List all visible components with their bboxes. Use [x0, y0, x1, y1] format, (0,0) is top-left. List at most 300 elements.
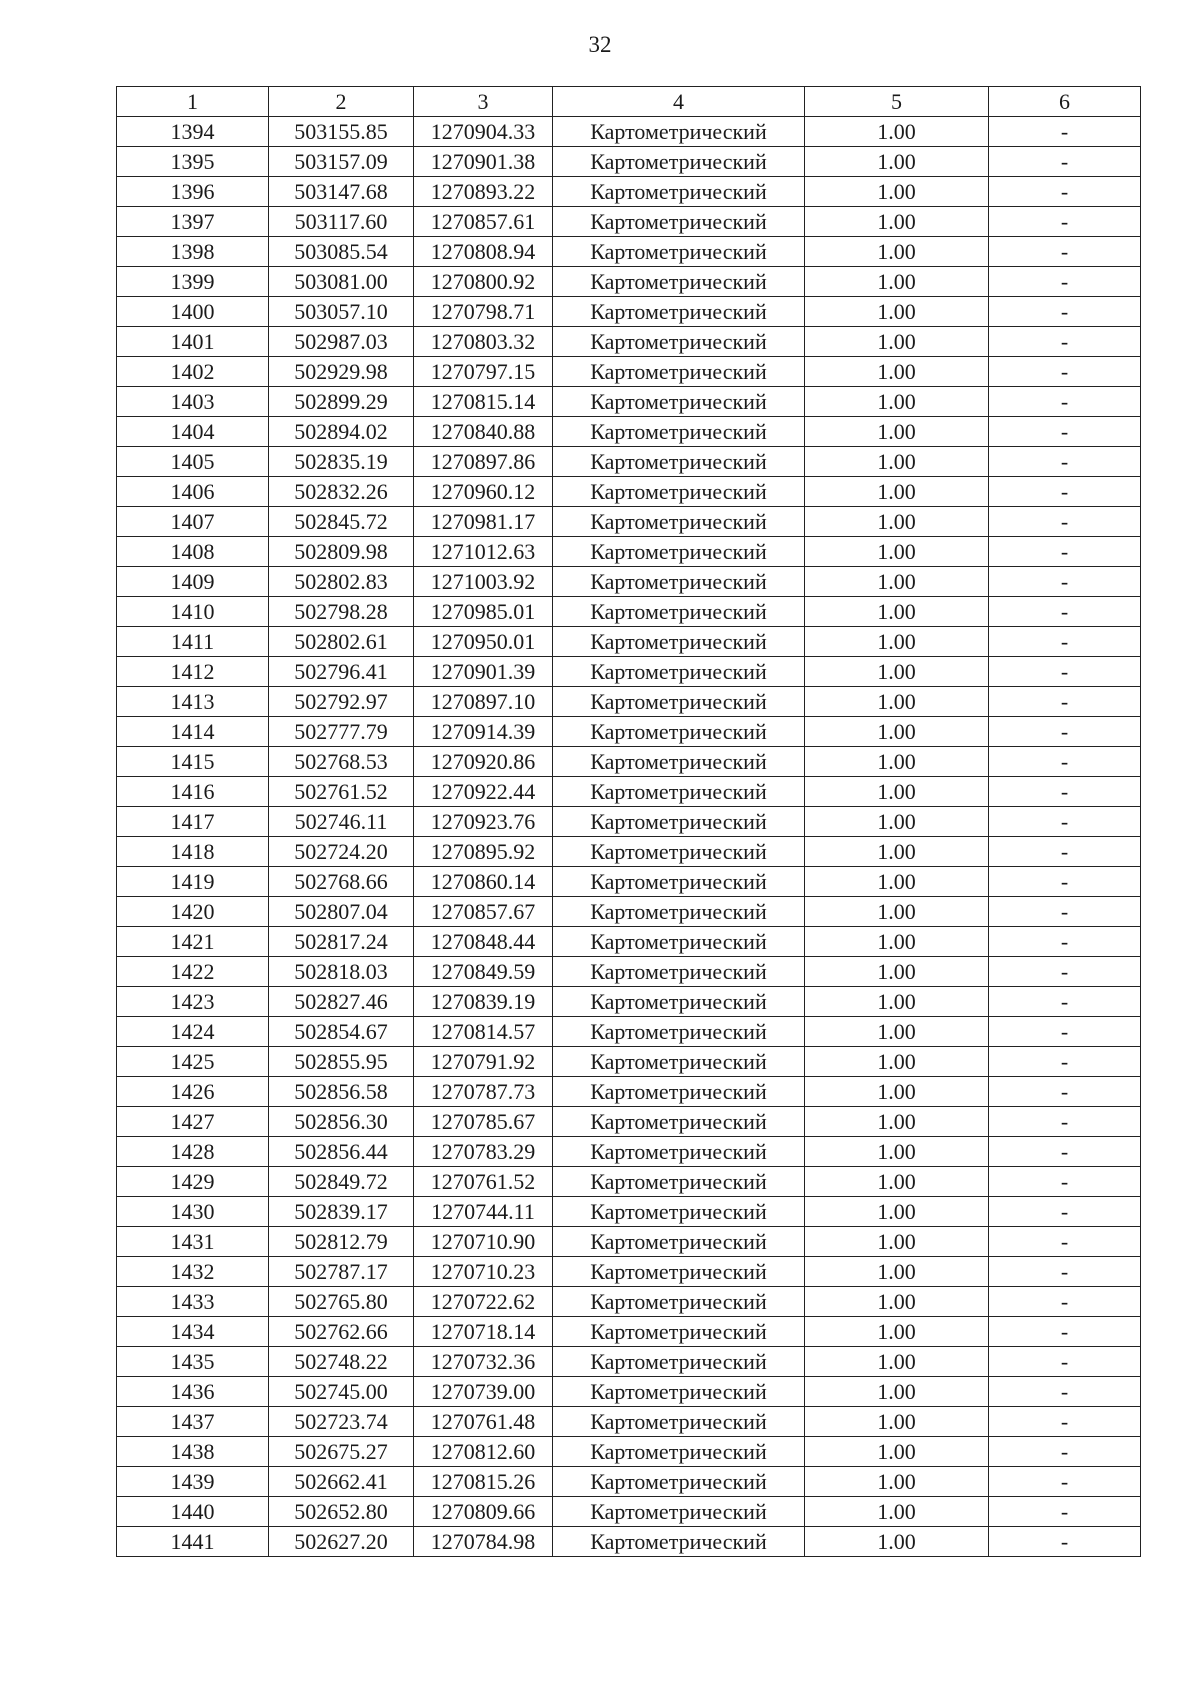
cell-method: Картометрический [553, 1167, 805, 1197]
cell-point-number: 1425 [117, 1047, 269, 1077]
cell-coord-x: 502929.98 [269, 357, 414, 387]
cell-accuracy: 1.00 [805, 597, 989, 627]
cell-point-number: 1433 [117, 1287, 269, 1317]
cell-point-number: 1438 [117, 1437, 269, 1467]
cell-point-number: 1408 [117, 537, 269, 567]
cell-coord-x: 502818.03 [269, 957, 414, 987]
cell-coord-y: 1270803.32 [414, 327, 553, 357]
cell-coord-y: 1270985.01 [414, 597, 553, 627]
table-body [117, 117, 1141, 1557]
cell-method: Картометрический [553, 1347, 805, 1377]
cell-coord-x: 502802.83 [269, 567, 414, 597]
cell-point-number: 1428 [117, 1137, 269, 1167]
cell-accuracy: 1.00 [805, 297, 989, 327]
cell-coord-y: 1270798.71 [414, 297, 553, 327]
header-cell-4: 4 [553, 87, 805, 117]
header-row [117, 87, 1141, 117]
cell-accuracy: 1.00 [805, 627, 989, 657]
cell-note: - [989, 1527, 1141, 1557]
cell-note: - [989, 1047, 1141, 1077]
cell-coord-x: 503057.10 [269, 297, 414, 327]
table-row [117, 447, 1141, 477]
cell-point-number: 1404 [117, 417, 269, 447]
cell-coord-x: 502768.66 [269, 867, 414, 897]
cell-coord-y: 1270718.14 [414, 1317, 553, 1347]
cell-coord-y: 1270808.94 [414, 237, 553, 267]
table-row [117, 1317, 1141, 1347]
cell-method: Картометрический [553, 777, 805, 807]
cell-method: Картометрический [553, 297, 805, 327]
cell-accuracy: 1.00 [805, 1107, 989, 1137]
cell-point-number: 1402 [117, 357, 269, 387]
cell-coord-y: 1270812.60 [414, 1437, 553, 1467]
cell-accuracy: 1.00 [805, 417, 989, 447]
cell-accuracy: 1.00 [805, 867, 989, 897]
table-row [117, 867, 1141, 897]
cell-coord-x: 502802.61 [269, 627, 414, 657]
cell-method: Картометрический [553, 477, 805, 507]
table-row [117, 567, 1141, 597]
cell-coord-y: 1270710.90 [414, 1227, 553, 1257]
cell-coord-y: 1270784.98 [414, 1527, 553, 1557]
cell-accuracy: 1.00 [805, 1437, 989, 1467]
cell-method: Картометрический [553, 747, 805, 777]
cell-method: Картометрический [553, 717, 805, 747]
cell-coord-y: 1270797.15 [414, 357, 553, 387]
table-row [117, 1527, 1141, 1557]
cell-note: - [989, 507, 1141, 537]
cell-point-number: 1421 [117, 927, 269, 957]
cell-note: - [989, 567, 1141, 597]
cell-note: - [989, 357, 1141, 387]
cell-coord-x: 502854.67 [269, 1017, 414, 1047]
cell-accuracy: 1.00 [805, 207, 989, 237]
cell-note: - [989, 1317, 1141, 1347]
table-row [117, 597, 1141, 627]
cell-coord-x: 502723.74 [269, 1407, 414, 1437]
cell-coord-x: 502792.97 [269, 687, 414, 717]
cell-note: - [989, 837, 1141, 867]
cell-note: - [989, 327, 1141, 357]
cell-method: Картометрический [553, 1197, 805, 1227]
cell-accuracy: 1.00 [805, 807, 989, 837]
cell-accuracy: 1.00 [805, 1017, 989, 1047]
cell-coord-x: 502627.20 [269, 1527, 414, 1557]
cell-point-number: 1437 [117, 1407, 269, 1437]
cell-note: - [989, 387, 1141, 417]
cell-note: - [989, 1497, 1141, 1527]
cell-point-number: 1441 [117, 1527, 269, 1557]
cell-method: Картометрический [553, 807, 805, 837]
cell-accuracy: 1.00 [805, 477, 989, 507]
cell-coord-x: 502855.95 [269, 1047, 414, 1077]
cell-point-number: 1422 [117, 957, 269, 987]
cell-accuracy: 1.00 [805, 1467, 989, 1497]
cell-coord-y: 1270815.14 [414, 387, 553, 417]
cell-coord-y: 1270895.92 [414, 837, 553, 867]
cell-method: Картометрический [553, 1437, 805, 1467]
cell-method: Картометрический [553, 387, 805, 417]
cell-accuracy: 1.00 [805, 957, 989, 987]
cell-note: - [989, 927, 1141, 957]
table-row [117, 1377, 1141, 1407]
cell-accuracy: 1.00 [805, 1257, 989, 1287]
cell-note: - [989, 687, 1141, 717]
table-row [117, 477, 1141, 507]
cell-note: - [989, 897, 1141, 927]
cell-accuracy: 1.00 [805, 837, 989, 867]
cell-point-number: 1440 [117, 1497, 269, 1527]
cell-point-number: 1430 [117, 1197, 269, 1227]
cell-point-number: 1419 [117, 867, 269, 897]
cell-coord-y: 1271003.92 [414, 567, 553, 597]
cell-note: - [989, 1257, 1141, 1287]
cell-coord-y: 1270839.19 [414, 987, 553, 1017]
cell-point-number: 1439 [117, 1467, 269, 1497]
cell-coord-x: 502762.66 [269, 1317, 414, 1347]
cell-coord-y: 1270783.29 [414, 1137, 553, 1167]
table-row [117, 1077, 1141, 1107]
cell-accuracy: 1.00 [805, 1527, 989, 1557]
cell-note: - [989, 1347, 1141, 1377]
table-row [117, 1347, 1141, 1377]
cell-method: Картометрический [553, 597, 805, 627]
cell-coord-x: 502899.29 [269, 387, 414, 417]
cell-accuracy: 1.00 [805, 1197, 989, 1227]
cell-method: Картометрический [553, 927, 805, 957]
cell-coord-x: 502835.19 [269, 447, 414, 477]
table-row [117, 1017, 1141, 1047]
cell-method: Картометрический [553, 267, 805, 297]
cell-coord-y: 1270787.73 [414, 1077, 553, 1107]
cell-method: Картометрический [553, 867, 805, 897]
cell-coord-y: 1270840.88 [414, 417, 553, 447]
cell-accuracy: 1.00 [805, 1497, 989, 1527]
cell-method: Картометрический [553, 1047, 805, 1077]
table-row [117, 1167, 1141, 1197]
table-row [117, 207, 1141, 237]
cell-accuracy: 1.00 [805, 117, 989, 147]
page-number: 32 [588, 32, 612, 57]
table-row [117, 387, 1141, 417]
cell-point-number: 1407 [117, 507, 269, 537]
table-row [117, 297, 1141, 327]
cell-note: - [989, 627, 1141, 657]
table-row [117, 237, 1141, 267]
cell-accuracy: 1.00 [805, 927, 989, 957]
cell-coord-x: 502812.79 [269, 1227, 414, 1257]
cell-point-number: 1436 [117, 1377, 269, 1407]
cell-note: - [989, 1467, 1141, 1497]
cell-accuracy: 1.00 [805, 717, 989, 747]
cell-accuracy: 1.00 [805, 1047, 989, 1077]
cell-method: Картометрический [553, 1407, 805, 1437]
coordinates-table [116, 86, 1141, 1557]
cell-coord-x: 502748.22 [269, 1347, 414, 1377]
cell-method: Картометрический [553, 627, 805, 657]
cell-accuracy: 1.00 [805, 267, 989, 297]
cell-coord-y: 1270744.11 [414, 1197, 553, 1227]
cell-note: - [989, 657, 1141, 687]
cell-coord-y: 1270849.59 [414, 957, 553, 987]
cell-method: Картометрический [553, 507, 805, 537]
cell-coord-x: 502761.52 [269, 777, 414, 807]
cell-point-number: 1417 [117, 807, 269, 837]
cell-note: - [989, 207, 1141, 237]
cell-coord-x: 503155.85 [269, 117, 414, 147]
cell-point-number: 1401 [117, 327, 269, 357]
table-row [117, 1107, 1141, 1137]
cell-accuracy: 1.00 [805, 537, 989, 567]
cell-coord-y: 1270950.01 [414, 627, 553, 657]
cell-note: - [989, 147, 1141, 177]
cell-coord-x: 502724.20 [269, 837, 414, 867]
cell-note: - [989, 177, 1141, 207]
table-row [117, 1137, 1141, 1167]
cell-point-number: 1416 [117, 777, 269, 807]
cell-coord-y: 1270761.48 [414, 1407, 553, 1437]
cell-coord-x: 502856.44 [269, 1137, 414, 1167]
table-row [117, 627, 1141, 657]
cell-point-number: 1426 [117, 1077, 269, 1107]
cell-coord-y: 1270739.00 [414, 1377, 553, 1407]
header-cell-6: 6 [989, 87, 1141, 117]
cell-method: Картометрический [553, 147, 805, 177]
cell-point-number: 1435 [117, 1347, 269, 1377]
table-row [117, 1197, 1141, 1227]
cell-point-number: 1410 [117, 597, 269, 627]
cell-coord-x: 502652.80 [269, 1497, 414, 1527]
cell-accuracy: 1.00 [805, 357, 989, 387]
cell-note: - [989, 597, 1141, 627]
cell-coord-y: 1270710.23 [414, 1257, 553, 1287]
cell-coord-y: 1270920.86 [414, 747, 553, 777]
cell-note: - [989, 777, 1141, 807]
table-row [117, 417, 1141, 447]
cell-coord-x: 502675.27 [269, 1437, 414, 1467]
cell-accuracy: 1.00 [805, 1347, 989, 1377]
table-row [117, 1257, 1141, 1287]
table-row [117, 1047, 1141, 1077]
cell-point-number: 1406 [117, 477, 269, 507]
cell-point-number: 1420 [117, 897, 269, 927]
table-row [117, 927, 1141, 957]
cell-method: Картометрический [553, 1107, 805, 1137]
cell-note: - [989, 117, 1141, 147]
cell-method: Картометрический [553, 177, 805, 207]
table-row [117, 687, 1141, 717]
table-row [117, 837, 1141, 867]
cell-coord-y: 1271012.63 [414, 537, 553, 567]
cell-coord-y: 1270901.38 [414, 147, 553, 177]
cell-point-number: 1396 [117, 177, 269, 207]
cell-point-number: 1397 [117, 207, 269, 237]
cell-coord-y: 1270815.26 [414, 1467, 553, 1497]
cell-note: - [989, 1077, 1141, 1107]
cell-note: - [989, 1107, 1141, 1137]
cell-coord-x: 502809.98 [269, 537, 414, 567]
cell-coord-y: 1270897.10 [414, 687, 553, 717]
table-row [117, 357, 1141, 387]
cell-coord-y: 1270809.66 [414, 1497, 553, 1527]
cell-coord-y: 1270897.86 [414, 447, 553, 477]
cell-method: Картометрический [553, 357, 805, 387]
cell-note: - [989, 1137, 1141, 1167]
cell-method: Картометрический [553, 1227, 805, 1257]
cell-accuracy: 1.00 [805, 507, 989, 537]
cell-coord-x: 502745.00 [269, 1377, 414, 1407]
cell-note: - [989, 447, 1141, 477]
cell-point-number: 1409 [117, 567, 269, 597]
table-row [117, 1497, 1141, 1527]
cell-accuracy: 1.00 [805, 1317, 989, 1347]
table-row [117, 747, 1141, 777]
cell-method: Картометрический [553, 957, 805, 987]
cell-accuracy: 1.00 [805, 1407, 989, 1437]
cell-coord-y: 1270800.92 [414, 267, 553, 297]
table-row [117, 327, 1141, 357]
table-row [117, 1437, 1141, 1467]
cell-coord-y: 1270848.44 [414, 927, 553, 957]
cell-point-number: 1400 [117, 297, 269, 327]
cell-point-number: 1414 [117, 717, 269, 747]
cell-point-number: 1415 [117, 747, 269, 777]
cell-coord-y: 1270791.92 [414, 1047, 553, 1077]
cell-coord-y: 1270904.33 [414, 117, 553, 147]
cell-coord-x: 502894.02 [269, 417, 414, 447]
cell-note: - [989, 1287, 1141, 1317]
table-row [117, 1227, 1141, 1257]
cell-coord-x: 502787.17 [269, 1257, 414, 1287]
cell-coord-x: 502856.30 [269, 1107, 414, 1137]
table-header [117, 87, 1141, 117]
cell-coord-y: 1270914.39 [414, 717, 553, 747]
table-row [117, 657, 1141, 687]
cell-note: - [989, 957, 1141, 987]
table-row [117, 147, 1141, 177]
cell-note: - [989, 807, 1141, 837]
cell-accuracy: 1.00 [805, 147, 989, 177]
cell-coord-x: 502827.46 [269, 987, 414, 1017]
cell-note: - [989, 1167, 1141, 1197]
header-cell-2: 2 [269, 87, 414, 117]
cell-coord-y: 1270901.39 [414, 657, 553, 687]
cell-note: - [989, 417, 1141, 447]
cell-accuracy: 1.00 [805, 1227, 989, 1257]
header-cell-1: 1 [117, 87, 269, 117]
cell-accuracy: 1.00 [805, 1077, 989, 1107]
cell-coord-x: 502856.58 [269, 1077, 414, 1107]
cell-method: Картометрический [553, 657, 805, 687]
cell-coord-y: 1270960.12 [414, 477, 553, 507]
cell-method: Картометрический [553, 117, 805, 147]
cell-method: Картометрический [553, 1137, 805, 1167]
cell-point-number: 1413 [117, 687, 269, 717]
cell-accuracy: 1.00 [805, 1137, 989, 1167]
cell-note: - [989, 1227, 1141, 1257]
cell-accuracy: 1.00 [805, 897, 989, 927]
cell-point-number: 1394 [117, 117, 269, 147]
cell-note: - [989, 237, 1141, 267]
cell-accuracy: 1.00 [805, 387, 989, 417]
cell-note: - [989, 717, 1141, 747]
cell-point-number: 1395 [117, 147, 269, 177]
cell-method: Картометрический [553, 1377, 805, 1407]
cell-method: Картометрический [553, 837, 805, 867]
table-row [117, 507, 1141, 537]
cell-note: - [989, 477, 1141, 507]
header-cell-3: 3 [414, 87, 553, 117]
cell-accuracy: 1.00 [805, 747, 989, 777]
cell-coord-x: 502798.28 [269, 597, 414, 627]
cell-accuracy: 1.00 [805, 987, 989, 1017]
cell-accuracy: 1.00 [805, 687, 989, 717]
cell-method: Картометрический [553, 1077, 805, 1107]
cell-coord-x: 502768.53 [269, 747, 414, 777]
header-cell-5: 5 [805, 87, 989, 117]
cell-coord-x: 503117.60 [269, 207, 414, 237]
cell-method: Картометрический [553, 417, 805, 447]
cell-accuracy: 1.00 [805, 237, 989, 267]
table-row [117, 807, 1141, 837]
cell-method: Картометрический [553, 1257, 805, 1287]
cell-method: Картометрический [553, 1497, 805, 1527]
cell-point-number: 1399 [117, 267, 269, 297]
cell-method: Картометрический [553, 447, 805, 477]
cell-coord-y: 1270814.57 [414, 1017, 553, 1047]
cell-note: - [989, 867, 1141, 897]
cell-method: Картометрический [553, 687, 805, 717]
cell-note: - [989, 537, 1141, 567]
cell-coord-y: 1270922.44 [414, 777, 553, 807]
cell-accuracy: 1.00 [805, 657, 989, 687]
cell-coord-y: 1270857.61 [414, 207, 553, 237]
table-row [117, 1287, 1141, 1317]
cell-method: Картометрический [553, 237, 805, 267]
cell-point-number: 1427 [117, 1107, 269, 1137]
cell-coord-x: 502817.24 [269, 927, 414, 957]
cell-note: - [989, 1407, 1141, 1437]
cell-point-number: 1424 [117, 1017, 269, 1047]
cell-coord-y: 1270923.76 [414, 807, 553, 837]
cell-coord-y: 1270893.22 [414, 177, 553, 207]
cell-note: - [989, 1377, 1141, 1407]
cell-coord-y: 1270732.36 [414, 1347, 553, 1377]
cell-coord-x: 502662.41 [269, 1467, 414, 1497]
cell-coord-x: 502777.79 [269, 717, 414, 747]
cell-point-number: 1412 [117, 657, 269, 687]
cell-accuracy: 1.00 [805, 567, 989, 597]
cell-coord-x: 502832.26 [269, 477, 414, 507]
cell-coord-x: 502849.72 [269, 1167, 414, 1197]
cell-coord-y: 1270761.52 [414, 1167, 553, 1197]
cell-point-number: 1434 [117, 1317, 269, 1347]
cell-accuracy: 1.00 [805, 177, 989, 207]
cell-coord-x: 502746.11 [269, 807, 414, 837]
table-row [117, 957, 1141, 987]
table-row [117, 987, 1141, 1017]
cell-coord-x: 502796.41 [269, 657, 414, 687]
table-row [117, 717, 1141, 747]
cell-note: - [989, 267, 1141, 297]
cell-coord-x: 502839.17 [269, 1197, 414, 1227]
cell-note: - [989, 297, 1141, 327]
cell-coord-y: 1270722.62 [414, 1287, 553, 1317]
cell-point-number: 1432 [117, 1257, 269, 1287]
cell-note: - [989, 1017, 1141, 1047]
cell-point-number: 1429 [117, 1167, 269, 1197]
cell-point-number: 1411 [117, 627, 269, 657]
